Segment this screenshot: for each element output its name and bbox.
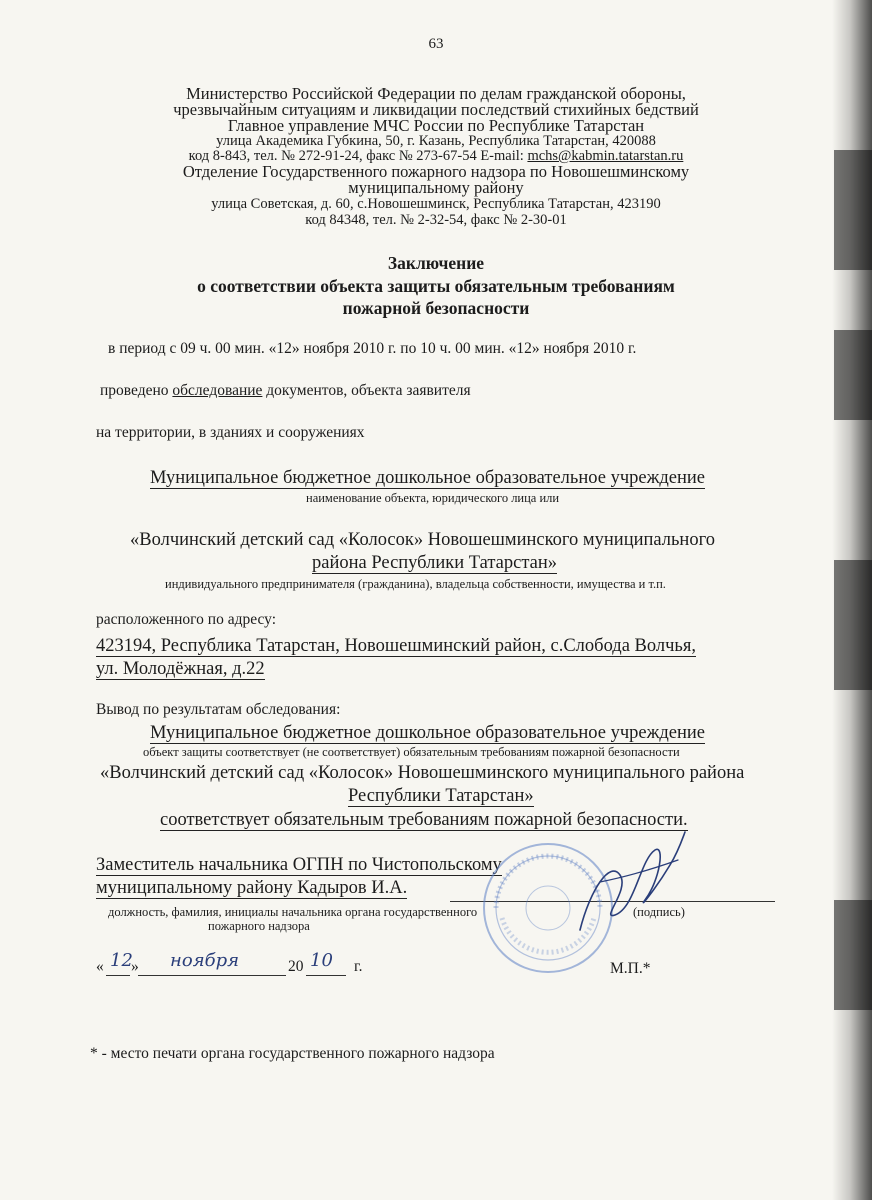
doc-title-line-2: о соответствии объекта защиты обязательным требованиям [197, 276, 675, 296]
official-line-1 [96, 855, 502, 876]
address-label: расположенного по адресу: [96, 611, 276, 628]
object-caption-1: наименование объекта, юридического лица или [306, 491, 560, 505]
department-address: улица Советская, д. 60, с.Новошешминск, Республика Татарстан, 423190 [211, 196, 661, 212]
object-name-3 [312, 553, 557, 574]
address-line-2 [96, 659, 265, 680]
inspection-line [100, 382, 471, 400]
date-year-prefix: 20 [288, 958, 304, 975]
scan-artifact-1 [834, 150, 872, 270]
department-contacts: код 84348, тел. № 2-32-54, факс № 2-30-01 [305, 212, 567, 228]
conclusion-line-1 [150, 723, 705, 744]
object-name-2: «Волчинский детский сад «Колосок» Новошешминского муниципального [130, 530, 715, 550]
handwritten-signature [560, 820, 700, 945]
email-link[interactable]: mchs@kabmin.tatarstan.ru [527, 148, 684, 164]
doc-title: Заключение [387, 253, 485, 273]
conclusion-line-3 [348, 786, 534, 807]
address-line-2-text: ул. Молодёжная, д.22 [96, 659, 265, 679]
object-caption-2: индивидуального предпринимателя (гражданина), владельца собственности, имущества и т.п. [165, 577, 666, 591]
date-day-underline [106, 975, 130, 976]
scan-artifact-4 [834, 900, 872, 1010]
object-name-3-text: района Республики Татарстан» [312, 553, 558, 573]
doc-title-line-3: пожарной безопасности [342, 298, 530, 318]
stamp-place-label: М.П.* [610, 960, 651, 977]
inspection-word: обследование [172, 382, 263, 399]
conclusion-caption: объект защиты соответствует (не соответствует) обязательным требованиям пожарной безопасности [143, 745, 680, 759]
official-line-2 [96, 878, 407, 899]
address-line-1-text: 423194, Республика Татарстан, Новошешминский район, с.Слобода Волчья, [96, 636, 696, 656]
inspection-period: в период с 09 ч. 00 мин. «12» ноября 2010 г. по 10 ч. 00 мин. «12» ноября 2010 г. [108, 340, 637, 357]
official-caption-2: пожарного надзора [208, 919, 310, 933]
scan-artifact-3 [834, 560, 872, 690]
date-month: ноября [170, 950, 240, 971]
date-year-underline [306, 975, 346, 976]
scan-artifact-2 [834, 330, 872, 420]
date-close-quote: » [131, 958, 139, 975]
inspection-suffix: документов, объекта заявителя [262, 382, 471, 399]
ministry-contacts-text: код 8-843, тел. № 272-91-24, факс № 273-67-54 E-mail: [188, 148, 528, 164]
address-line-1 [96, 636, 696, 657]
page-number: 63 [428, 36, 444, 52]
official-line-2-text: муниципальному району Кадыров И.А. [96, 878, 408, 898]
ministry-address: улица Академика Губкина, 50, г. Казань, Республика Татарстан, 420088 [216, 133, 656, 149]
object-name-1 [150, 468, 705, 489]
date-year-unit: г. [354, 958, 363, 975]
conclusion-line-2: «Волчинский детский сад «Колосок» Новошешминского муниципального района [100, 763, 745, 783]
date-day: 12 [110, 950, 133, 971]
territory-line: на территории, в зданиях и сооружениях [96, 424, 365, 441]
date-month-underline [138, 975, 286, 976]
conclusion-label: Вывод по результатам обследования: [96, 701, 341, 718]
object-name-1-text: Муниципальное бюджетное дошкольное образовательное учреждение [150, 468, 705, 488]
conclusion-line-3-text: Республики Татарстан» [348, 786, 534, 806]
conclusion-line-4-text: соответствует обязательным требованиям пожарной безопасности. [160, 810, 688, 830]
ministry-line-2: чрезвычайным ситуациям и ликвидации последствий стихийных бедствий [173, 100, 699, 119]
date-open-quote: « [96, 958, 104, 975]
department-line-1: Отделение Государственного пожарного надзора по Новошешминскому [182, 162, 690, 181]
inspection-prefix: проведено [100, 382, 173, 399]
date-year: 10 [310, 950, 333, 971]
department-line-2: муниципальному району [348, 178, 524, 197]
signature-caption: (подпись) [633, 905, 685, 919]
official-caption-1: должность, фамилия, инициалы начальника органа государственного [108, 905, 478, 919]
ministry-line-1: Министерство Российской Федерации по делам гражданской обороны, [186, 84, 686, 103]
official-line-1-text: Заместитель начальника ОГПН по Чистопольскому [96, 855, 502, 875]
footnote: * - место печати органа государственного пожарного надзора [90, 1045, 495, 1062]
ministry-line-3: Главное управление МЧС России по Республике Татарстан [227, 116, 645, 135]
conclusion-line-1-text: Муниципальное бюджетное дошкольное образовательное учреждение [150, 723, 705, 743]
